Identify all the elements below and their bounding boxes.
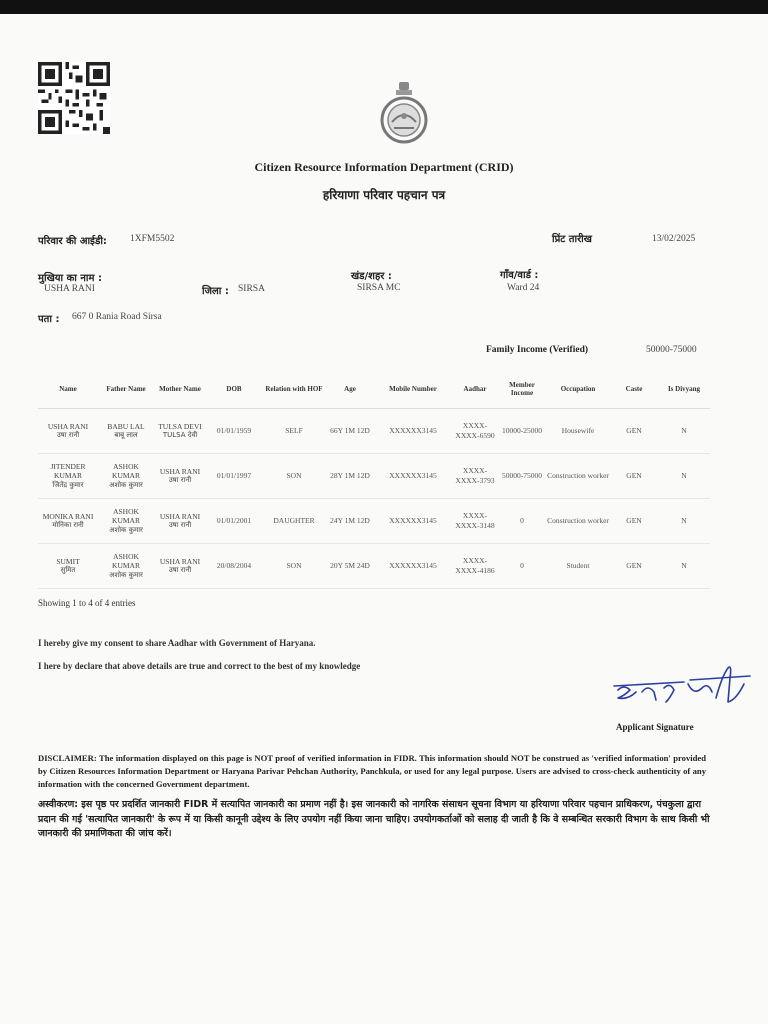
head-name-label: मुखिया का नाम : [38,273,102,284]
qr-code-icon [38,62,110,134]
father-name-hindi: अशोक कुमार [109,481,143,490]
mother-name: TULSA DEVI [158,421,202,431]
father-name: ASHOK KUMAR [112,551,140,571]
cell-occupation: Construction worker [546,454,610,499]
member-name-hindi: मोनिका रानी [52,521,84,530]
mother-name: USHA RANI [159,466,201,476]
father-name-hindi: बाबू लाल [114,431,138,440]
cell-income: 10000-25000 [498,409,546,454]
mother-name: USHA RANI [159,556,201,566]
cell-aadhar: XXXX-XXXX-4186 [452,544,498,589]
column-header[interactable]: Is Divyang [658,370,710,409]
table-row [38,454,710,499]
father-name-hindi: अशोक कुमार [109,526,143,535]
village-value: Ward 24 [507,283,540,293]
district-label: जिला : [202,286,229,297]
cell-divyang: N [658,544,710,589]
consent-statement: I hereby give my consent to share Aadhar with Government of Haryana. [38,638,316,648]
father-name-hindi: अशोक कुमार [109,571,143,580]
table-row [38,499,710,544]
father-name: BABU LAL [107,421,145,431]
cell-divyang: N [658,409,710,454]
table-header-row [38,370,710,409]
cell-age: 20Y 5M 24D [326,544,374,589]
disclaimer-hindi: अस्वीकरण: इस पृष्ठ पर प्रदर्शित जानकारी FIDR में सत्यापित जानकारी का प्रमाण नहीं है। इस जानकारी को नागरिक संसाधन सूचना विभाग या हरियाणा परिवार पहचान प्राधिकरण, पंचकुला द्वारा प्रदान की गई 'सत्यापित जानकारी' के रूप में या किसी कानूनी उद्देश्य के लिए उपयोग नहीं किया जाना चाहिए। उपयोगकर्ताओं को सलाह दी जाती है कि वे सम्बन्धित सरकारी विभाग के साथ किसी भी जानकारी की प्रमाणिकता की जांच करें। [38,799,710,840]
cell-dob: 20/08/2004 [206,544,262,589]
district-value: SIRSA [238,284,265,294]
cell-income: 0 [498,499,546,544]
head-name-value: USHA RANI [44,284,95,294]
member-name-hindi: सुमित [60,566,76,575]
block-value: SIRSA MC [357,283,401,293]
cell-mother [154,544,206,589]
cell-occupation: Housewife [546,409,610,454]
address-label: पता : [38,314,60,325]
cell-name [38,499,98,544]
disclaimer-english: DISCLAIMER: The information displayed on this page is NOT proof of verified information in FIDR. This information should NOT be construed as 'verified information' provided by Citizen Resources Information Department or Haryana Parivar Pehchan Authority, Panchkula, or used for any legal purpose. Users are advised to cross-check authenticity of any information with the concerned Government department. [38,753,706,789]
cell-aadhar: XXXX-XXXX-6590 [452,409,498,454]
cell-name [38,409,98,454]
cell-relation: SON [262,454,326,499]
cell-occupation: Student [546,544,610,589]
cell-name [38,544,98,589]
column-header[interactable]: Father Name [98,370,154,409]
haryana-emblem-icon [378,80,430,144]
member-name: USHA RANI [47,421,89,431]
cell-age: 66Y 1M 12D [326,409,374,454]
village-label: गाँव/वार्ड : [500,270,539,281]
cell-caste: GEN [610,544,658,589]
cell-mother [154,409,206,454]
cell-age: 24Y 1M 12D [326,499,374,544]
cell-relation: DAUGHTER [262,499,326,544]
father-name: ASHOK KUMAR [112,506,140,526]
family-income-value: 50000-75000 [646,345,697,355]
cell-mother [154,499,206,544]
cell-father [98,454,154,499]
cell-caste: GEN [610,454,658,499]
members-table [38,370,710,589]
block-label: खंड/शहर : [351,271,392,282]
cell-father [98,499,154,544]
member-name: JITENDER KUMAR [50,461,86,481]
cell-divyang: N [658,454,710,499]
cell-caste: GEN [610,409,658,454]
cell-mother [154,454,206,499]
scan-top-border [0,0,768,14]
cell-caste: GEN [610,499,658,544]
mother-name-hindi: TULSA देवी [162,431,198,440]
print-date-label: प्रिंट तारीख [552,234,592,245]
cell-divyang: N [658,499,710,544]
column-header[interactable]: Aadhar [452,370,498,409]
address-value: 667 0 Rania Road Sirsa [72,312,162,322]
entries-count: Showing 1 to 4 of 4 entries [38,598,136,608]
member-name-hindi: जितेंद्र कुमार [52,481,84,490]
cell-mobile: XXXXXX3145 [374,499,452,544]
cell-mobile: XXXXXX3145 [374,454,452,499]
cell-father [98,544,154,589]
cell-aadhar: XXXX-XXXX-3793 [452,454,498,499]
cell-mobile: XXXXXX3145 [374,409,452,454]
family-income-label: Family Income (Verified) [486,345,589,355]
cell-age: 28Y 1M 12D [326,454,374,499]
column-header[interactable]: Age [326,370,374,409]
family-id-value: 1XFM5502 [130,234,175,244]
member-name-hindi: उषा रानी [56,431,80,440]
table-row [38,544,710,589]
mother-name-hindi: उषा रानी [168,566,192,575]
cell-dob: 01/01/2001 [206,499,262,544]
cell-name [38,454,98,499]
member-name: MONIKA RANI [42,511,94,521]
applicant-signature-image [604,662,754,716]
document-title: Citizen Resource Information Department (CRID) [254,160,514,174]
column-header[interactable]: Member Income [498,370,546,409]
family-id-label: परिवार की आईडी: [38,236,107,247]
applicant-signature-label: Applicant Signature [616,722,694,732]
cell-income: 0 [498,544,546,589]
column-header[interactable]: Relation with HOF [262,370,326,409]
column-header[interactable]: Occupation [546,370,610,409]
column-header[interactable]: Mother Name [154,370,206,409]
cell-dob: 01/01/1959 [206,409,262,454]
column-header[interactable]: Caste [610,370,658,409]
cell-occupation: Construction worker [546,499,610,544]
print-date-value: 13/02/2025 [652,234,696,244]
cell-mobile: XXXXXX3145 [374,544,452,589]
column-header[interactable]: Mobile Number [374,370,452,409]
mother-name-hindi: उषा रानी [168,521,192,530]
cell-relation: SELF [262,409,326,454]
column-header[interactable]: DOB [206,370,262,409]
cell-income: 50000-75000 [498,454,546,499]
column-header[interactable]: Name [38,370,98,409]
document-subtitle: हरियाणा परिवार पहचान पत्र [322,188,446,202]
mother-name-hindi: उषा रानी [168,476,192,485]
mother-name: USHA RANI [159,511,201,521]
cell-aadhar: XXXX-XXXX-3148 [452,499,498,544]
declaration-statement: I here by declare that above details are true and correct to the best of my knowledge [38,661,361,671]
table-row [38,409,710,454]
cell-dob: 01/01/1997 [206,454,262,499]
father-name: ASHOK KUMAR [112,461,140,481]
member-name: SUMIT [56,556,80,566]
cell-relation: SON [262,544,326,589]
cell-father [98,409,154,454]
